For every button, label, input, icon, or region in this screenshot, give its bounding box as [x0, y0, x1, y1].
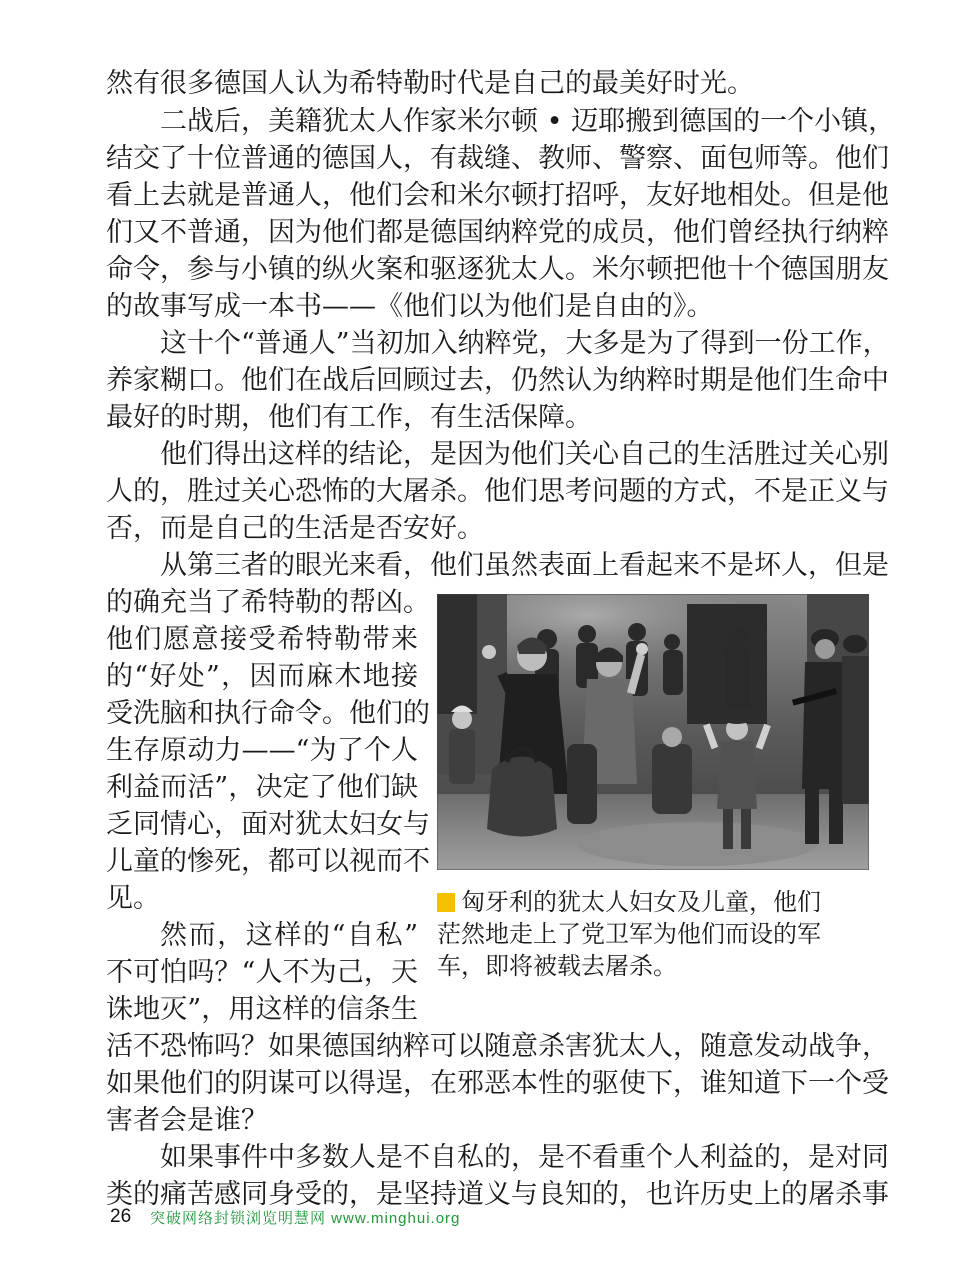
caption-line: 车，即将被载去屠杀。: [437, 952, 677, 980]
caption-line: 茫然地走上了党卫军为他们而设的军: [437, 920, 821, 948]
paragraph-line: 从第三者的眼光来看，他们虽然表面上看起来不是坏人，但是: [160, 550, 889, 581]
paragraph-line: 活不恐怖吗？如果德国纳粹可以随意杀害犹太人，随意发动战争，: [106, 1031, 889, 1062]
paragraph-line: 养家糊口。他们在战后回顾过去，仍然认为纳粹时期是他们生命中: [106, 365, 889, 396]
paragraph-line: 二战后，美籍犹太人作家米尔顿 • 迈耶搬到德国的一个小镇，: [160, 106, 896, 137]
paragraph-line: 命令，参与小镇的纵火案和驱逐犹太人。米尔顿把他十个德国朋友: [106, 254, 889, 285]
paragraph-line: 如果他们的阴谋可以得逞，在邪恶本性的驱使下，谁知道下一个受: [106, 1068, 889, 1099]
paragraph-line: 儿童的惨死，都可以视而不: [106, 846, 430, 877]
paragraph-line: 受洗脑和执行命令。他们的: [106, 698, 430, 729]
paragraph-line: 然有很多德国人认为希特勒时代是自己的最美好时光。: [106, 68, 754, 99]
paragraph-line: 的故事写成一本书——《他们以为他们是自由的》。: [106, 291, 714, 322]
paragraph-line: 不可怕吗？“人不为己，天: [106, 957, 418, 988]
paragraph-line: 这十个“普通人”当初加入纳粹党，大多是为了得到一份工作，: [160, 328, 890, 359]
paragraph-line: 的确充当了希特勒的帮凶。: [106, 587, 430, 618]
paragraph-line: 害者会是谁？: [106, 1105, 268, 1136]
paragraph-line: 他们愿意接受希特勒带来: [106, 624, 418, 655]
paragraph-line: 结交了十位普通的德国人，有裁缝、教师、警察、面包师等。他们: [106, 143, 889, 174]
paragraph-line: 乏同情心，面对犹太妇女与: [106, 809, 430, 840]
photo-caption: [437, 886, 867, 982]
paragraph-line: 的“好处”，因而麻木地接: [106, 661, 418, 692]
footer-link-text[interactable]: 突破网络封锁浏览明慧网 www.minghui.org: [150, 1210, 461, 1227]
page-number: 26: [110, 1206, 132, 1227]
caption-marker-icon: [437, 893, 455, 912]
paragraph-line: 最好的时期，他们有工作，有生活保障。: [106, 402, 592, 433]
paragraph-line: 利益而活”，决定了他们缺: [106, 772, 418, 803]
paragraph-line: 诛地灭”，用这样的信条生: [106, 994, 418, 1025]
paragraph-line: 类的痛苦感同身受的，是坚持道义与良知的，也许历史上的屠杀事: [106, 1179, 889, 1210]
paragraph-line: 否，而是自己的生活是否安好。: [106, 513, 484, 544]
caption-text: 匈牙利的犹太人妇女及儿童，他们: [461, 888, 821, 916]
caption-line: [437, 886, 867, 918]
paragraph-line: 人的，胜过关心恐怖的大屠杀。他们思考问题的方式，不是正义与: [106, 476, 889, 507]
historical-photo: [437, 594, 869, 870]
paragraph-line: 如果事件中多数人是不自私的，是不看重个人利益的，是对同: [160, 1142, 889, 1173]
paragraph-line: 生存原动力——“为了个人: [106, 735, 418, 766]
paragraph-line: 然而，这样的“自私”: [160, 920, 418, 951]
paragraph-line: 看上去就是普通人，他们会和米尔顿打招呼，友好地相处。但是他: [106, 180, 889, 211]
paragraph-line: 他们得出这样的结论，是因为他们关心自己的生活胜过关心别: [160, 439, 889, 470]
paragraph-line: 们又不普通，因为他们都是德国纳粹党的成员，他们曾经执行纳粹: [106, 217, 889, 248]
paragraph-line: 见。: [106, 883, 160, 914]
